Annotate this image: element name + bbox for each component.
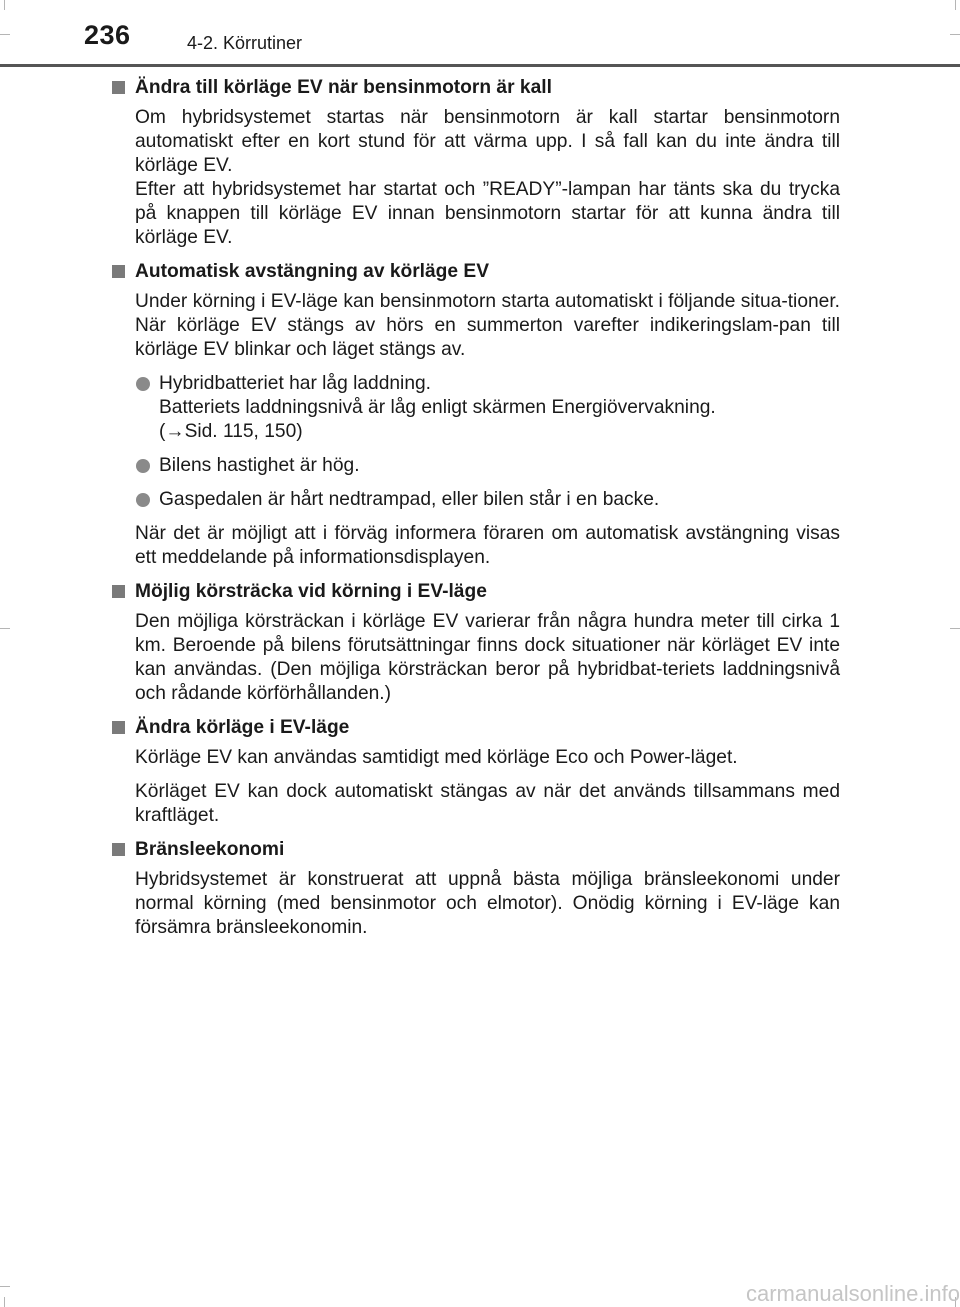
section-change-mode — [110, 716, 840, 828]
section-title: Bränsleekonomi — [110, 838, 840, 862]
section-cold-engine — [110, 76, 840, 250]
crop-mark — [4, 1297, 5, 1307]
crop-mark — [950, 628, 960, 629]
round-bullet-icon — [136, 377, 150, 391]
list-item: Gaspedalen är hårt nedtrampad, eller bilen står i en backe. — [135, 488, 840, 512]
paragraph: Om hybridsystemet startas när bensinmotorn är kall startar bensinmotorn automatiskt efter en kort stund för att värma upp. I så fall kan du inte ändra till körläge EV. — [135, 107, 840, 176]
page-content — [110, 76, 840, 950]
header-rule — [0, 64, 960, 67]
crop-mark — [0, 1286, 10, 1287]
square-bullet-icon — [112, 585, 125, 598]
section-title: Ändra körläge i EV-läge — [110, 716, 840, 740]
paragraph: Körläget EV kan dock automatiskt stängas av när det används tillsammans med kraftläget. — [135, 781, 840, 826]
paragraph: Hybridsystemet är konstruerat att uppnå bästa möjliga bränsleekonomi under normal körning (med bensinmotor och elmotor). Onödig körning i EV-läge kan försämra bränsleekonomin. — [135, 869, 840, 938]
square-bullet-icon — [112, 265, 125, 278]
page-number: 236 — [84, 20, 131, 50]
square-bullet-icon — [112, 81, 125, 94]
round-bullet-icon — [136, 493, 150, 507]
paragraph: Den möjliga körsträckan i körläge EV varierar från några hundra meter till cirka 1 km. Beroende på bilens förutsättningar finns dock situationer när körläget EV inte kan användas. (Den möjliga körsträckan beror på hybridbat-teriets laddningsnivå och rådande körförhållanden.) — [135, 611, 840, 704]
round-bullet-icon — [136, 459, 150, 473]
paragraph: Under körning i EV-läge kan bensinmotorn starta automatiskt i följande situa-tioner. När körläge EV stängs av hörs en summerton varefter indikeringslam-pan till körläge EV blinkar och läget stängs av. — [135, 291, 840, 360]
paragraph: När det är möjligt att i förväg informera föraren om automatisk avstängning visas ett meddelande på informationsdisplayen. — [135, 523, 840, 568]
watermark: carmanualsonline.info — [745, 1281, 960, 1306]
square-bullet-icon — [112, 843, 125, 856]
section-range — [110, 580, 840, 706]
section-fuel-economy — [110, 838, 840, 940]
section-auto-shutoff — [110, 260, 840, 570]
crop-mark — [0, 628, 10, 629]
paragraph: Efter att hybridsystemet har startat och ”READY”-lampan har tänts ska du trycka på knappen till körläge EV innan bensinmotorn startar för att kunna ändra till körläge EV. — [135, 179, 840, 248]
section-title: Möjlig körsträcka vid körning i EV-läge — [110, 580, 840, 604]
section-title: Ändra till körläge EV när bensinmotorn är kall — [110, 76, 840, 100]
list-item: Bilens hastighet är hög. — [135, 454, 840, 478]
square-bullet-icon — [112, 721, 125, 734]
page-header — [0, 0, 960, 67]
paragraph: Körläge EV kan användas samtidigt med körläge Eco och Power-läget. — [135, 747, 738, 768]
chapter-title: 4-2. Körrutiner — [187, 33, 303, 53]
section-title: Automatisk avstängning av körläge EV — [110, 260, 840, 284]
list-item: Hybridbatteriet har låg laddning. Batteriets laddningsnivå är låg enligt skärmen Energiövervakning. (→Sid. 115, 150) — [135, 372, 840, 444]
